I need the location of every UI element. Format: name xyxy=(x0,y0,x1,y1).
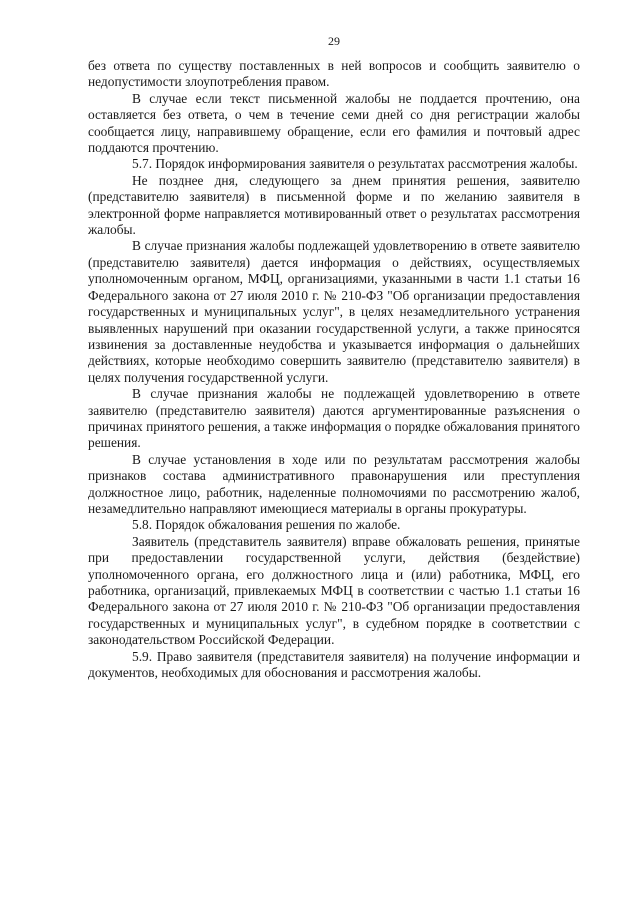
page-number: 29 xyxy=(328,34,340,48)
paragraph-response-deadline: Не позднее дня, следующего за днем принятия решения, заявителю (представителю заявителя) в письменной форме и по желанию заявителя в электронной форме направляется мотивированный ответ о результатах рассмотрения жалобы. xyxy=(88,172,580,238)
paragraph-unreadable-complaint: В случае если текст письменной жалобы не поддается прочтению, она оставляется без ответа, о чем в течение семи дней со дня регистрации жалобы сообщается лицу, направившему обращение, если его фамилия и почтовый адрес поддаются прочтению. xyxy=(88,90,580,156)
paragraph-complaint-rejected: В случае признания жалобы не подлежащей удовлетворению в ответе заявителю (представителю заявителя) даются аргументированные разъяснения о причинах принятого решения, а также информация о порядке обжалования принятого решения. xyxy=(88,386,580,451)
paragraph-continuation: без ответа по существу поставленных в ней вопросов и сообщить заявителю о недопустимости злоупотребления правом. xyxy=(88,58,580,90)
paragraph-offense-detected: В случае установления в ходе или по результатам рассмотрения жалобы признаков состава административного правонарушения или преступления должностное лицо, работник, наделенные полномочиями по рассмотрению жалоб, незамедлительно направляют имеющиеся материалы в органы прокуратуры. xyxy=(88,451,580,516)
section-heading-5-8: 5.8. Порядок обжалования решения по жалобе. xyxy=(132,517,401,533)
paragraph-judicial-appeal: Заявитель (представитель заявителя) вправе обжаловать решения, принятые при предоставлении государственной услуги, действия (бездействие) уполномоченного органа, его должностного лица и (или) работника, МФЦ, его работника, организаций, привлекаемых МФЦ в соответствии с частью 1.1 статьи 16 Федерального закона от 27 июля 2010 г. № 210-ФЗ "Об организации предоставления государственных и муниципальных услуг", в судебном порядке в соответствии с законодательством Российской Федерации. xyxy=(88,533,580,648)
section-heading-5-9: 5.9. Право заявителя (представителя заявителя) на получение информации и документов, необходимых для обоснования и рассмотрения жалобы. xyxy=(88,648,580,681)
section-heading-5-7: 5.7. Порядок информирования заявителя о результатах рассмотрения жалобы. xyxy=(132,156,578,172)
paragraph-complaint-satisfied: В случае признания жалобы подлежащей удовлетворению в ответе заявителю (представителю заявителя) дается информация о действиях, осуществляемых уполномоченным органом, МФЦ, организациями, указанными в части 1.1 статьи 16 Федерального закона от 27 июля 2010 г. № 210-ФЗ "Об организации предоставления государственных и муниципальных услуг", в целях незамедлительного устранения выявленных нарушений при оказании государственной услуги, а также приносятся извинения за доставленные неудобства и указывается информация о дальнейших действиях, которые необходимо совершить заявителю (представителю заявителя) в целях получения государственной услуги. xyxy=(88,238,580,385)
